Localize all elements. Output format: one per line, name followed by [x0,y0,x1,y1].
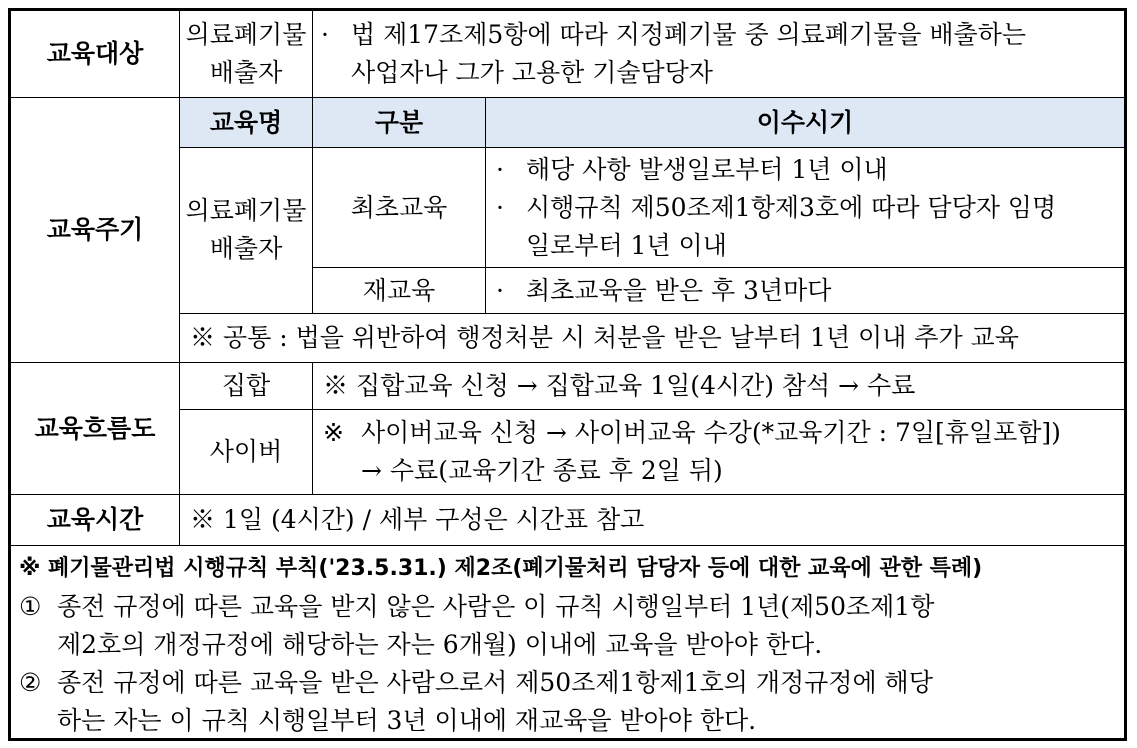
cycle-first-bullet-2: · [496,193,504,222]
cycle-first-kind-text: 최초교육 [350,192,448,222]
target-who-line1: 의료폐기물 [185,20,307,49]
flow-cyber-label [179,410,312,495]
cycle-first-bullet-1: · [496,155,504,184]
cycle-common-note-text: ※ 공통 : 법을 위반하여 행정처분 시 처분을 받은 날부터 1년 이내 추가 교육 [190,323,1019,352]
cycle-name-line2: 배출자 [209,234,283,263]
notes-item-2-line1: 종전 규정에 따른 교육을 받은 사람으로서 제50조제1항제1호의 개정규정에 해당 [57,668,933,697]
row-label-target [11,11,179,98]
flow-group-text-value: ※ 집합교육 신청 → 집합교육 1일(4시간) 참석 → 수료 [323,371,916,400]
education-info-table [8,8,1127,741]
notes-item-2-line2: 하는 자는 이 규칙 시행일부터 3년 이내에 재교육을 받아야 한다. [57,706,757,735]
flow-cyber-mark: ※ [323,418,344,447]
target-desc-cell [312,11,1124,98]
cycle-first-kind [312,148,485,268]
notes-item-1-num: ① [19,592,42,621]
notes-title: ※ 폐기물관리법 시행규칙 부칙('23.5.31.) 제2조(폐기물처리 담당자 등에 대한 교육에 관한 특례) [19,556,983,581]
header-period [485,98,1124,148]
notes-item-1 [19,588,1116,664]
cycle-re-kind [312,268,485,314]
flow-cyber-label-text: 사이버 [209,437,283,466]
header-edu-name [179,98,312,148]
target-who-cell [179,11,312,98]
target-bullet: · [321,20,329,49]
notes-item-1-line2: 제2호의 개정규정에 해당하는 자는 6개월) 이내에 교육을 받아야 한다. [57,630,823,659]
cycle-first-item1: 해당 사항 발생일로부터 1년 이내 [526,155,888,184]
flow-group-text [312,363,1124,410]
flow-group-label-text: 집합 [221,371,271,400]
notes-item-2 [19,664,1116,740]
cycle-first-item2-line2: 일로부터 1년 이내 [526,231,727,260]
target-desc-line1: 법 제17조제5항에 따라 지정폐기물 중 의료폐기물을 배출하는 [351,20,1026,49]
cycle-common-note [179,314,1124,363]
cycle-re-period [485,268,1124,314]
row-label-cycle-text: 교육주기 [46,215,144,244]
time-text-value: ※ 1일 (4시간) / 세부 구성은 시간표 참고 [190,505,645,534]
notes-item-2-num: ② [19,668,42,697]
cycle-first-item2-line1: 시행규칙 제50조제1항제3호에 따라 담당자 임명 [526,193,1057,222]
header-edu-name-text: 교육명 [209,107,283,137]
cycle-name-line1: 의료폐기물 [185,196,307,225]
supplementary-notes [11,545,1124,741]
cycle-re-item: 최초교육을 받은 후 3년마다 [526,276,832,305]
row-label-cycle [11,98,179,363]
header-kind-text: 구분 [374,107,424,137]
cycle-re-bullet: · [496,276,504,305]
cycle-first-period [485,148,1124,268]
header-kind [312,98,485,148]
row-label-time-text: 교육시간 [46,505,144,534]
flow-cyber-line1: 사이버교육 신청 → 사이버교육 수강(*교육기간 : 7일[휴일포함]) [361,418,1061,447]
header-period-text: 이수시기 [756,107,854,137]
row-label-time [11,495,179,545]
cycle-re-kind-text: 재교육 [362,275,436,305]
flow-cyber-line2: → 수료(교육기간 종료 후 2일 뒤) [361,456,723,485]
time-text [179,495,1124,545]
row-label-flow-text: 교육흐름도 [34,413,156,443]
flow-group-label [179,363,312,410]
target-who-line2: 배출자 [209,58,283,87]
flow-cyber-text [312,410,1124,495]
row-label-flow [11,363,179,495]
row-label-target-text: 교육대상 [46,39,144,68]
target-desc-line2: 사업자나 그가 고용한 기술담당자 [351,58,713,87]
notes-item-1-line1: 종전 규정에 따른 교육을 받지 않은 사람은 이 규칙 시행일부터 1년(제50조제1항 [57,592,935,621]
cycle-name-cell [179,148,312,314]
